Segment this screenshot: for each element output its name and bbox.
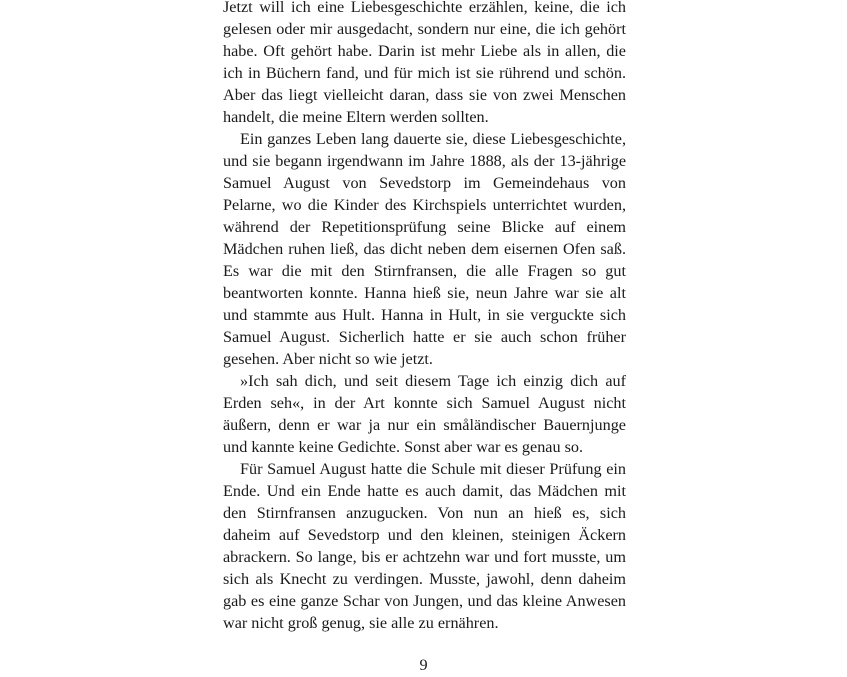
page-body bbox=[223, 0, 626, 634]
page-number: 9 bbox=[419, 656, 428, 674]
paragraph-4: Für Samuel August hatte die Schule mit dieser Prüfung ein Ende. Und ein Ende hatte es auch damit, das Mädchen mit den Stirnfransen anzugucken. Von nun an hieß es, sich daheim auf Sevedstorp und den kleinen, steinigen Äckern abrackern. So lange, bis er achtzehn war und fort musste, um sich als Knecht zu verdingen. Musste, jawohl, denn daheim gab es eine ganze Schar von Jungen, und das kleine Anwesen war nicht groß genug, sie alle zu ernähren. bbox=[223, 460, 626, 632]
paragraph-3: »Ich sah dich, und seit diesem Tage ich einzig dich auf Erden seh«, in der Art konnte sich Samuel August nicht äußern, denn er war ja nur ein småländischer Bauernjunge und kannte keine Gedichte. Sonst aber war es genau so. bbox=[223, 372, 626, 456]
paragraph-2: Ein ganzes Leben lang dauerte sie, diese Liebesgeschichte, und sie begann irgendwann im Jahre 1888, als der 13-jährige Samuel August von Sevedstorp im Gemeindehaus von Pelarne, wo die Kinder des Kirchspiels unterrichtet wurden, während der Repetitionsprüfung seine Blicke auf einem Mädchen ruhen ließ, das dicht neben dem eisernen Ofen saß. Es war die mit den Stirnfransen, die alle Fragen so gut beantworten konnte. Hanna hieß sie, neun Jahre war sie alt und stammte aus Hult. Hanna in Hult, in sie verguckte sich Samuel August. Sicherlich hatte er sie auch schon früher gesehen. Aber nicht so wie jetzt. bbox=[223, 130, 626, 368]
paragraph-1: Jetzt will ich eine Liebesgeschichte erzählen, keine, die ich gelesen oder mir ausgedacht, sondern nur eine, die ich gehört habe. Oft gehört habe. Darin ist mehr Liebe als in allen, die ich in Büchern fand, und für mich ist sie rührend und schön. Aber das liegt vielleicht daran, dass sie von zwei Menschen handelt, die meine Eltern werden sollten. bbox=[223, 0, 626, 126]
